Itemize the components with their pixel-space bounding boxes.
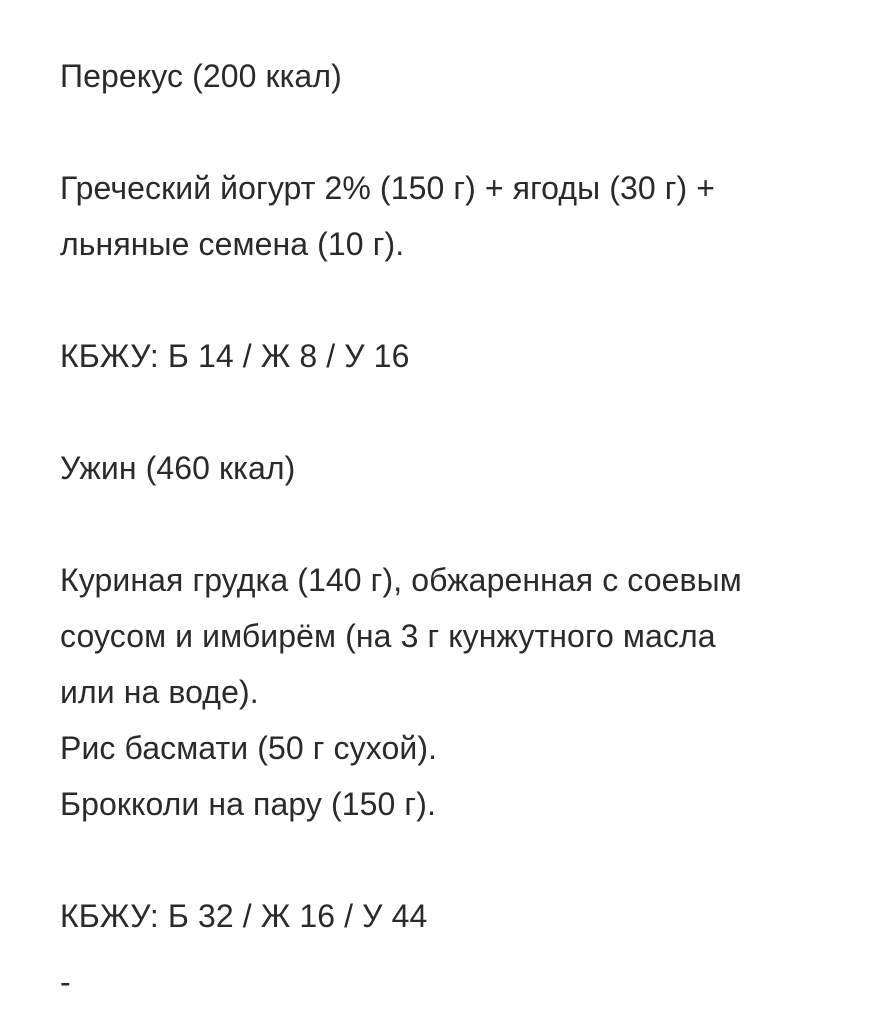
dinner-description-line: Куриная грудка (140 г), обжаренная с соевым — [60, 562, 742, 598]
snack-description-line: льняные семена (10 г). — [60, 226, 405, 262]
dinner-description-line: соусом и имбирём (на 3 г кунжутного масла — [60, 618, 716, 654]
document-body — [60, 48, 860, 944]
paragraph-gap — [60, 832, 860, 888]
snack-macros: КБЖУ: Б 14 / Ж 8 / У 16 — [60, 338, 410, 374]
dinner-description-line: Брокколи на пару (150 г). — [60, 786, 436, 822]
paragraph-gap — [60, 272, 860, 328]
dinner-description-line: Рис басмати (50 г сухой). — [60, 730, 438, 766]
dinner-description-line: или на воде). — [60, 674, 259, 710]
trailing-dash: - — [60, 964, 71, 1000]
dinner-heading: Ужин (460 ккал) — [60, 450, 296, 486]
paragraph-gap — [60, 384, 860, 440]
dinner-macros: КБЖУ: Б 32 / Ж 16 / У 44 — [60, 898, 428, 934]
paragraph-gap — [60, 104, 860, 160]
paragraph-gap — [60, 496, 860, 552]
snack-heading: Перекус (200 ккал) — [60, 58, 342, 94]
snack-description-line: Греческий йогурт 2% (150 г) + ягоды (30 г) + — [60, 170, 716, 206]
